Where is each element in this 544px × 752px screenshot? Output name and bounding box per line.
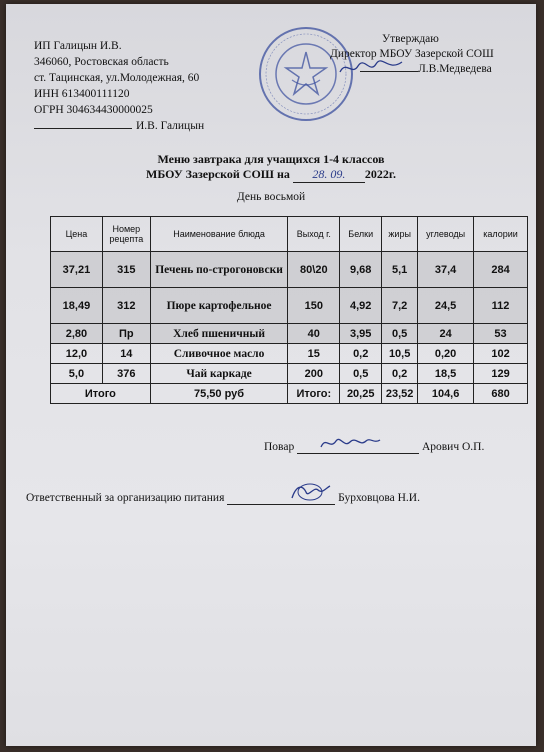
issuer-name: ИП Галицын И.В.	[34, 40, 122, 52]
total-label: Итого	[51, 384, 151, 404]
cell-fats: 10,5	[382, 344, 418, 364]
cell-calories: 112	[474, 288, 528, 324]
total-calories: 680	[474, 384, 528, 404]
table-total-row	[51, 384, 528, 404]
cell-price: 18,49	[51, 288, 103, 324]
cell-fats: 5,1	[382, 252, 418, 288]
menu-title-line-1: Меню завтрака для учащихся 1-4 классов	[157, 152, 385, 166]
header-fats: жиры	[382, 217, 418, 252]
table-row	[51, 288, 528, 324]
cell-carbs: 24,5	[418, 288, 474, 324]
cell-dish: Хлеб пшеничный	[150, 324, 288, 344]
cell-carbs: 37,4	[418, 252, 474, 288]
menu-date: 28. 09.	[293, 167, 365, 183]
cell-yield: 150	[288, 288, 340, 324]
header-calories: калории	[474, 217, 528, 252]
issuer-block	[34, 38, 204, 134]
approval-position: Директор МБОУ Зазерской СОШ	[330, 48, 494, 60]
cell-dish: Пюре картофельное	[150, 288, 288, 324]
responsible-role: Ответственный за организацию питания	[26, 492, 225, 504]
cell-proteins: 9,68	[340, 252, 382, 288]
cell-fats: 0,2	[382, 364, 418, 384]
cell-proteins: 0,5	[340, 364, 382, 384]
cell-yield: 40	[288, 324, 340, 344]
menu-table	[50, 216, 528, 404]
menu-title-prefix: МБОУ Зазерской СОШ на	[146, 167, 290, 181]
responsible-signature-block	[26, 492, 420, 505]
cell-recipe: Пр	[102, 324, 150, 344]
cell-carbs: 0,20	[418, 344, 474, 364]
header-recipe-number: Номер рецепта	[102, 217, 150, 252]
document-page	[6, 4, 536, 746]
table-row	[51, 344, 528, 364]
cell-price: 5,0	[51, 364, 103, 384]
header-price: Цена	[51, 217, 103, 252]
issuer-address-1: 346060, Ростовская область	[34, 56, 169, 68]
total-fats: 23,52	[382, 384, 418, 404]
cell-calories: 102	[474, 344, 528, 364]
issuer-address-2: ст. Тацинская, ул.Молодежная, 60	[34, 72, 200, 84]
cell-calories: 53	[474, 324, 528, 344]
cell-dish: Печень по-строгоновски	[150, 252, 288, 288]
cell-fats: 7,2	[382, 288, 418, 324]
cell-yield: 15	[288, 344, 340, 364]
issuer-inn: ИНН 613400111120	[34, 88, 130, 100]
cell-carbs: 18,5	[418, 364, 474, 384]
cell-proteins: 0,2	[340, 344, 382, 364]
cell-price: 2,80	[51, 324, 103, 344]
header-proteins: Белки	[340, 217, 382, 252]
cell-yield: 200	[288, 364, 340, 384]
cell-fats: 0,5	[382, 324, 418, 344]
total-proteins: 20,25	[340, 384, 382, 404]
cell-carbs: 24	[418, 324, 474, 344]
cell-calories: 129	[474, 364, 528, 384]
total-sum: 75,50 руб	[150, 384, 288, 404]
issuer-ogrn: ОГРН 304634430000025	[34, 104, 153, 116]
responsible-name: Бурховцова Н.И.	[338, 492, 420, 504]
total-label-2: Итого:	[288, 384, 340, 404]
approval-word: Утверждаю	[382, 33, 439, 45]
cell-price: 12,0	[51, 344, 103, 364]
cook-role: Повар	[264, 441, 295, 453]
director-signature-icon	[336, 56, 406, 80]
table-row	[51, 364, 528, 384]
cell-dish: Чай каркаде	[150, 364, 288, 384]
menu-title-line-2	[6, 167, 536, 183]
header-yield: Выход г.	[288, 217, 340, 252]
cell-calories: 284	[474, 252, 528, 288]
cell-price: 37,21	[51, 252, 103, 288]
cook-signature-icon	[318, 432, 382, 452]
table-row	[51, 252, 528, 288]
cell-recipe: 312	[102, 288, 150, 324]
table-row	[51, 324, 528, 344]
cell-dish: Сливочное масло	[150, 344, 288, 364]
cell-proteins: 3,95	[340, 324, 382, 344]
cook-name: Арович О.П.	[421, 441, 485, 453]
cell-recipe: 315	[102, 252, 150, 288]
cell-recipe: 14	[102, 344, 150, 364]
menu-title-suffix: 2022г.	[364, 167, 396, 181]
header-dish-name: Наименование блюда	[150, 217, 288, 252]
cell-proteins: 4,92	[340, 288, 382, 324]
issuer-signature-name: И.В. Галицын	[136, 120, 205, 132]
responsible-signature-icon	[288, 480, 332, 504]
header-carbs: углеводы	[418, 217, 474, 252]
table-header-row	[51, 217, 528, 252]
approval-name: Л.В.Медведева	[418, 63, 492, 75]
cell-recipe: 376	[102, 364, 150, 384]
cell-yield: 80\20	[288, 252, 340, 288]
day-label: День восьмой	[236, 191, 306, 203]
total-carbs: 104,6	[418, 384, 474, 404]
issuer-signature-line	[34, 118, 204, 134]
